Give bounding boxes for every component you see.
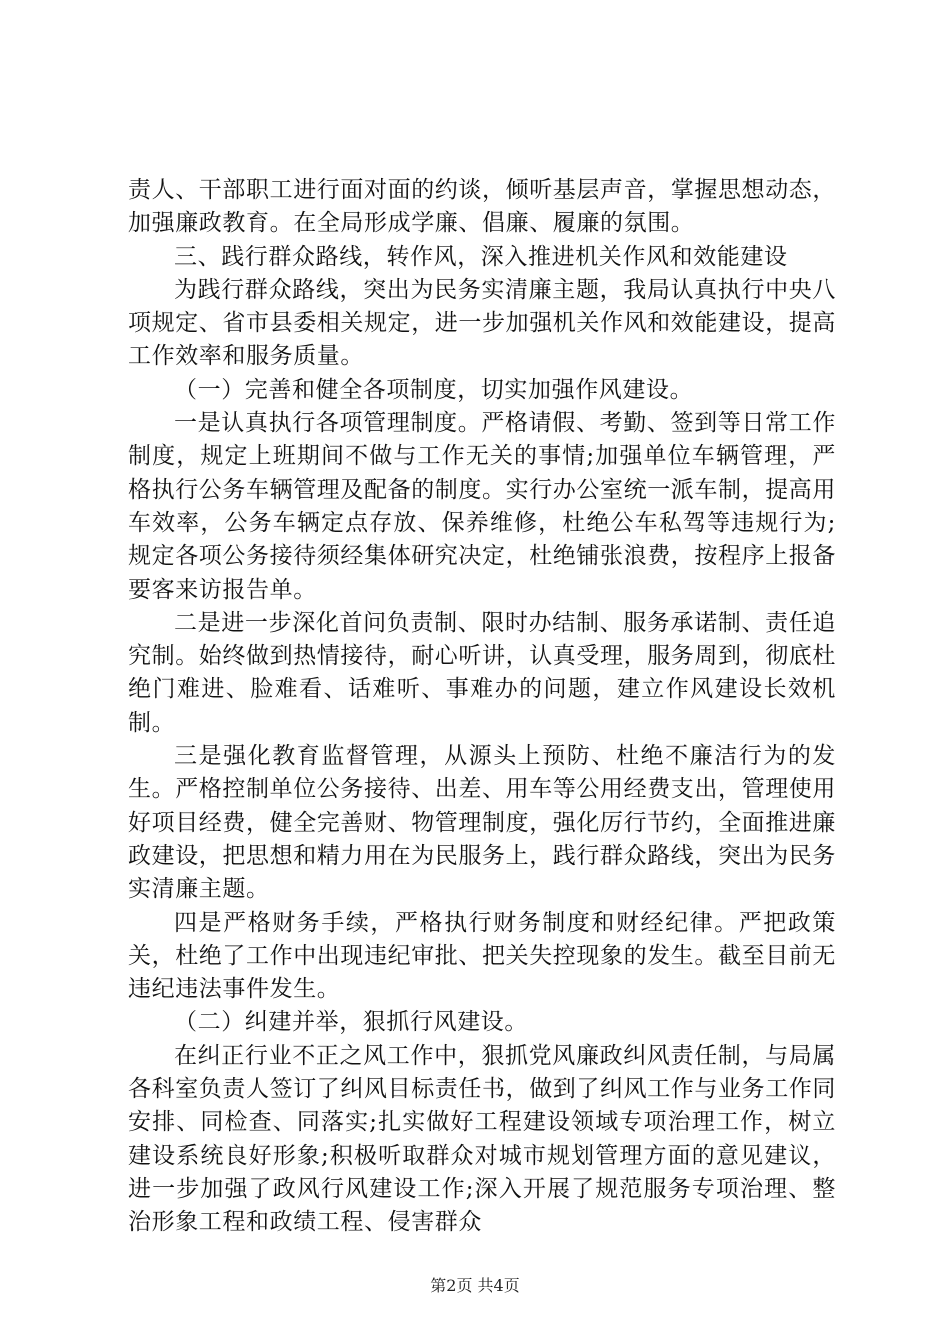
section-heading-3: 三、践行群众路线，转作风，深入推进机关作风和效能建设 <box>174 243 788 270</box>
paragraph-item-2: 二是进一步深化首问负责制、限时办结制、服务承诺制、责任追究制。始终做到热情接待，耐心听讲，认真受理，服务周到，彻底杜绝门难进、脸难看、话难听、事难办的问题，建立作风建设长效机制。 <box>128 609 836 736</box>
page-number-footer: 第2页 共4页 <box>430 1276 520 1295</box>
subsection-heading-1: （一）完善和健全各项制度，切实加强作风建设。 <box>174 376 694 403</box>
paragraph-1: 责人、干部职工进行面对面的约谈，倾听基层声音，掌握思想动态，加强廉政教育。在全局形成学廉、倡廉、履廉的氛围。 <box>128 177 836 237</box>
paragraph-item-3: 三是强化教育监督管理，从源头上预防、杜绝不廉洁行为的发生。严格控制单位公务接待、出差、用车等公用经费支出，管理使用好项目经费，健全完善财、物管理制度，强化厉行节约，全面推进廉政建设，把思想和精力用在为民服务上，践行群众路线，突出为民务实清廉主题。 <box>128 743 836 903</box>
paragraph-item-4: 四是严格财务手续，严格执行财务制度和财经纪律。严把政策关，杜绝了工作中出现违纪审批、把关失控现象的发生。截至目前无违纪违法事件发生。 <box>128 909 836 1003</box>
subsection-heading-2: （二）纠建并举，狠抓行风建设。 <box>174 1009 528 1036</box>
paragraph-intro: 为践行群众路线，突出为民务实清廉主题，我局认真执行中央八项规定、省市县委相关规定，进一步加强机关作风和效能建设，提高工作效率和服务质量。 <box>128 276 836 370</box>
paragraph-correction: 在纠正行业不正之风工作中，狠抓党风廉政纠风责任制，与局属各科室负责人签订了纠风目标责任书，做到了纠风工作与业务工作同安排、同检查、同落实;扎实做好工程建设领域专项治理工作，树立建设系统良好形象;积极听取群众对城市规划管理方面的意见建议，进一步加强了政风行风建设工作;深入开展了规范服务专项治理、整治形象工程和政绩工程、侵害群众 <box>128 1042 836 1236</box>
document-body <box>128 174 836 1240</box>
paragraph-item-1: 一是认真执行各项管理制度。严格请假、考勤、签到等日常工作制度，规定上班期间不做与工作无关的事情;加强单位车辆管理，严格执行公务车辆管理及配备的制度。实行办公室统一派车制，提高用车效率，公务车辆定点存放、保养维修，杜绝公车私驾等违规行为;规定各项公务接待须经集体研究决定，杜绝铺张浪费，按程序上报备要客来访报告单。 <box>128 410 836 603</box>
